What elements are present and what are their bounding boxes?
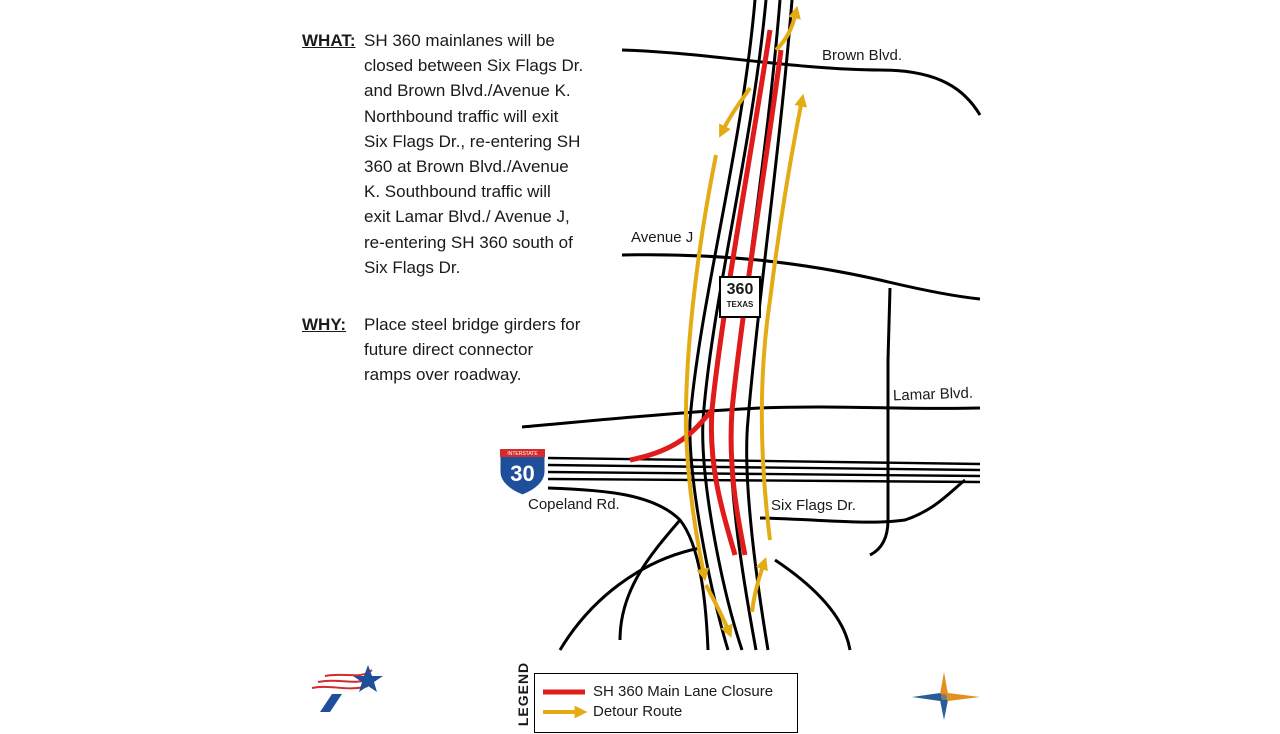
txdot-logo bbox=[312, 665, 383, 712]
what-line: K. Southbound traffic will bbox=[364, 182, 551, 202]
why-label: WHY: bbox=[302, 315, 347, 335]
why-line: ramps over roadway. bbox=[364, 365, 522, 385]
legend-title bbox=[505, 661, 532, 727]
sh360-shield-number: 360 bbox=[726, 281, 754, 298]
what-line: 360 at Brown Blvd./Avenue bbox=[364, 157, 569, 177]
interstate-30-shield bbox=[500, 449, 545, 495]
what-line: closed between Six Flags Dr. bbox=[364, 56, 584, 76]
why-line: future direct connector bbox=[364, 340, 534, 360]
what-line: re-entering SH 360 south of bbox=[364, 232, 573, 252]
what-line: Six Flags Dr. bbox=[364, 257, 461, 277]
avenue-j-street bbox=[622, 255, 980, 299]
lamar-blvd-label: Lamar Blvd. bbox=[892, 384, 974, 405]
what-line: and Brown Blvd./Avenue K. bbox=[364, 81, 571, 101]
what-line: exit Lamar Blvd./ Avenue J, bbox=[364, 207, 570, 227]
sh360-shield bbox=[719, 276, 761, 318]
what-line: Northbound traffic will exit bbox=[364, 106, 559, 126]
south-curve-road bbox=[775, 560, 850, 650]
legend-title-text: LEGEND bbox=[515, 661, 532, 727]
detour-brown-southbound bbox=[722, 88, 750, 132]
south-loop-west bbox=[560, 548, 700, 650]
brown-blvd-label: Brown Blvd. bbox=[822, 47, 903, 64]
lamar-blvd-street bbox=[522, 407, 980, 427]
legend-item-closure: SH 360 Main Lane Closure bbox=[593, 683, 774, 700]
copeland-rd-label: Copeland Rd. bbox=[528, 496, 620, 513]
six-flags-dr-label: Six Flags Dr. bbox=[771, 497, 857, 514]
why-line: Place steel bridge girders for bbox=[364, 315, 581, 335]
i30-shield-banner: INTERSTATE bbox=[507, 451, 538, 457]
legend-box bbox=[534, 673, 798, 733]
what-line: Six Flags Dr., re-entering SH bbox=[364, 131, 581, 151]
sh360-shield-state: TEXAS bbox=[726, 300, 754, 309]
legend-item-detour: Detour Route bbox=[593, 703, 683, 720]
what-label: WHAT: bbox=[302, 31, 356, 50]
what-line: SH 360 mainlanes will be bbox=[364, 31, 555, 50]
connector-street-east bbox=[870, 288, 890, 555]
south-loop-road bbox=[620, 520, 680, 640]
compass-star-logo bbox=[912, 672, 980, 720]
avenue-j-label: Avenue J bbox=[631, 229, 694, 246]
i30-shield-number: 30 bbox=[510, 461, 535, 486]
